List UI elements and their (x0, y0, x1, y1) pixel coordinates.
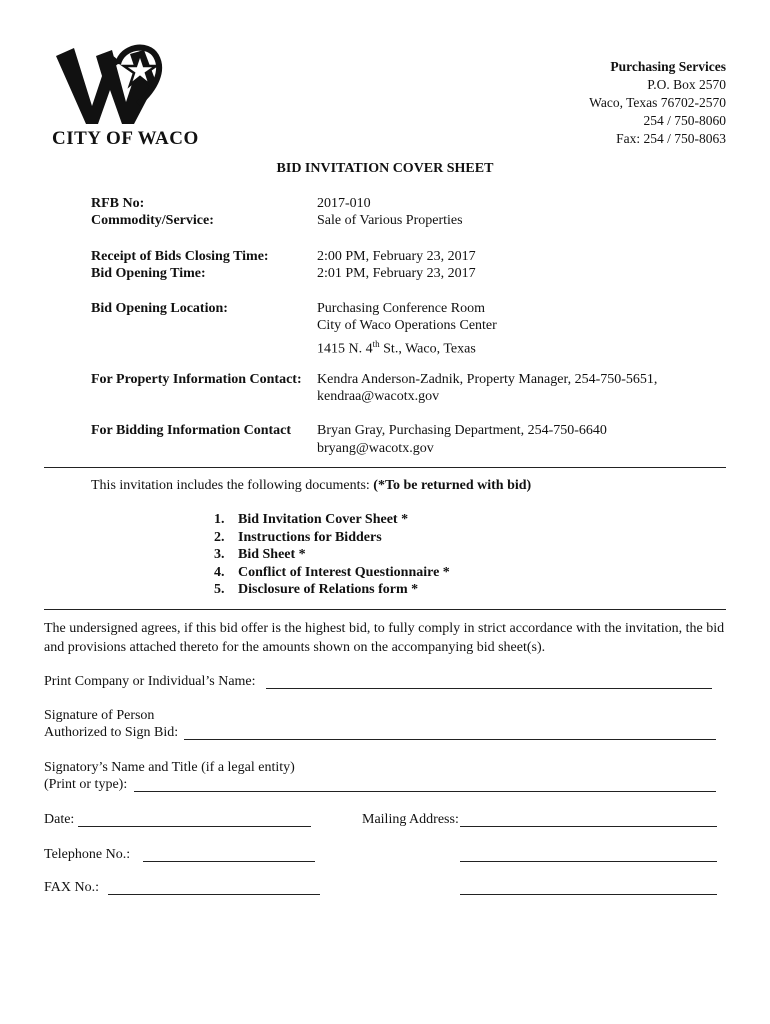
list-item: 4. Conflict of Interest Questionnaire * (214, 564, 450, 580)
bidding-contact-label: For Bidding Information Contact (91, 423, 292, 438)
rfb-value: 2017-010 (317, 196, 371, 211)
divider-2 (44, 609, 726, 610)
telephone-field[interactable] (143, 861, 315, 862)
logo-text: CITY OF WACO (52, 128, 199, 149)
list-item: 5. Disclosure of Relations form * (214, 582, 419, 597)
opening-time-label: Bid Opening Time: (91, 266, 206, 281)
commodity-value: Sale of Various Properties (317, 213, 463, 228)
po-box: P.O. Box 2570 (647, 77, 726, 92)
fax-field[interactable] (108, 894, 320, 895)
signatory-field[interactable] (134, 791, 716, 792)
opening-time-value: 2:01 PM, February 23, 2017 (317, 266, 476, 281)
agreement-paragraph: The undersigned agrees, if this bid offer is the highest bid, to fully comply in strict accordance with the invitation, the bid and provisions attached thereto for the amounts shown on the accompanying bid sheet(s). (44, 621, 725, 655)
list-item: 2. Instructions for Bidders (214, 529, 382, 545)
location-line-2: City of Waco Operations Center (317, 318, 497, 333)
commodity-label: Commodity/Service: (91, 213, 214, 228)
city-of-waco-logo-icon (52, 42, 177, 130)
company-name-label: Print Company or Individual’s Name: (44, 674, 256, 689)
list-item: 1. Bid Invitation Cover Sheet * (214, 512, 409, 527)
divider-1 (44, 467, 726, 468)
department-name: Purchasing Services (610, 59, 726, 74)
city-logo (52, 42, 199, 152)
city-state-zip: Waco, Texas 76702-2570 (589, 95, 726, 110)
mailing-address-label: Mailing Address: (362, 812, 459, 827)
location-line-3: 1415 N. 4th St., Waco, Texas (317, 339, 476, 357)
closing-time-label: Receipt of Bids Closing Time: (91, 249, 269, 264)
signature-label-1: Signature of Person (44, 708, 155, 723)
location-line-1: Purchasing Conference Room (317, 301, 485, 316)
closing-time-value: 2:00 PM, February 23, 2017 (317, 249, 476, 264)
telephone-label: Telephone No.: (44, 847, 131, 862)
documents-list (214, 511, 450, 599)
property-contact-email[interactable]: kendraa@wacotx.gov (317, 389, 440, 404)
mailing-address-field-3[interactable] (460, 894, 717, 895)
signature-label-2: Authorized to Sign Bid: (44, 725, 179, 740)
signature-field[interactable] (184, 739, 716, 740)
bidding-contact-email[interactable]: bryang@wacotx.gov (317, 441, 434, 456)
signatory-label-1: Signatory’s Name and Title (if a legal entity) (44, 760, 295, 775)
date-label: Date: (44, 812, 75, 827)
includes-intro: This invitation includes the following documents: (*To be returned with bid) (91, 478, 532, 493)
company-name-field[interactable] (266, 688, 712, 689)
date-field[interactable] (78, 826, 311, 827)
fax-number: Fax: 254 / 750-8063 (616, 131, 726, 146)
list-item: 3. Bid Sheet * (214, 547, 306, 562)
property-contact-line-1: Kendra Anderson-Zadnik, Property Manager, 254-750-5651, (317, 372, 658, 387)
location-label: Bid Opening Location: (91, 301, 228, 316)
phone-number: 254 / 750-8060 (643, 113, 726, 128)
signatory-label-2: (Print or type): (44, 777, 128, 792)
page-title: BID INVITATION COVER SHEET (276, 161, 494, 176)
mailing-address-field-2[interactable] (460, 861, 717, 862)
fax-label: FAX No.: (44, 880, 99, 895)
mailing-address-field-1[interactable] (460, 826, 717, 827)
property-contact-label: For Property Information Contact: (91, 372, 302, 387)
bidding-contact-line-1: Bryan Gray, Purchasing Department, 254-750-6640 (317, 423, 607, 438)
rfb-label: RFB No: (91, 196, 145, 211)
address-block (589, 58, 726, 148)
